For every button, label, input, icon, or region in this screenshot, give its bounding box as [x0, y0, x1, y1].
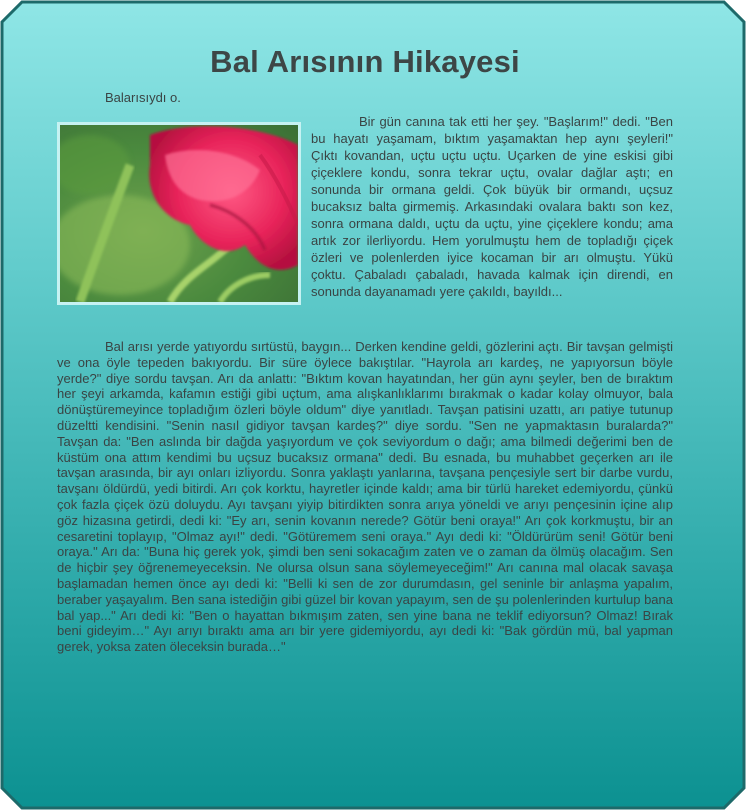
story-paragraph-2: Bal arısı yerde yatıyordu sırtüstü, baygın... Derken kendine geldi, gözlerini açtı. Bir tavşan gelmişti ve ona öyle tepeden bakıyordu. Bir süre öylece bakıştılar. "Hayrola arı kardeş, ne yapıyorsun böyle yerde?" diye sordu tavşan. Arı da anlattı: "Bıktım kovan hayatından, her gün aynı şeyler, ben de bıraktım her şeyi arkamda, kafamın estiği gibi uçtum, ama alışkanlıklarımı bırakmak o kadar kolay olmuyor, bala dönüştüremeyince topladığım özleri böyle oldum" diye yanıtladı. Tavşan patisini uzattı, arı patiye tutunup düzeltti kendisini. "Senin nasıl gidiyor tavşan kardeş?" diye sordu. "Sen ne yapmaktasın buralarda?" Tavşan da: "Ben aslında bir dağda yaşıyordum ve çok seviyordum o dağı; ama bilmedi değerimi ben de küstüm ona attım kendimi bu uçsuz bucaksız ormana" dedi. Bu esnada, bu muhabbet geçerken arı ile tavşan arasında, bir ayı onları izliyordu. Sonra yaklaştı yanlarına, tavşana pençesiyle sert bir darbe vurdu, tavşanı öldürdü, yedi bitirdi. Arı çok korktu, hayretler içinde kaldı; ama bir türlü hareket edemiyordu, çünkü çok fazla çiçek özü doluydu. Ayı tavşanı yiyip bitirdikten sonra arıya yöneldi ve arıyı pençesinin içine alıp göz hizasına getirdi, dedi ki: "Ey arı, senin kovanın nerede? Götür beni oraya!" Arı çok korkmuştu, bir an cesaretini toplayıp, "Olmaz ayı!" dedi. "Götüremem seni oraya." Ayı dedi ki: "Öldürürüm seni! Götür beni oraya." Arı da: "Buna hiç gerek yok, şimdi ben seni sokacağım zaten ve o zaman da ölmüş olacağım. Sen de hiçbir şey öğrenemeyeceksin. Ne olursa olsun sana söylemeyeceğim!" Arı canına mal olacak savaşa başlamadan hemen önce ayı dedi ki: "Belli ki sen de zor durumdasın, gel seninle bir anlaşma yapalım, beraber yaşayalım. Ben sana istediğin gibi güzel bir kovan yapayım, sen de şu polenlerinden kurtulup bana bal yap..." Arı dedi ki: "Ben o hayattan bıkmışım zaten, sen yine bana ne teklif ediyorsun? Olmaz! Bırak beni gideyim…" Ayı arıyı bıraktı ama arı bir yere gidemiyordu, ayı dedi ki: "Bak gördün mü, bal yapman gerek, yoksa zaten öleceksin burada…" — [57, 339, 673, 655]
rose-image-icon — [60, 125, 298, 302]
rose-photo — [57, 122, 301, 305]
story-paragraph-1: Bir gün canına tak etti her şey. "Başlarım!" dedi. "Ben bu hayatı yaşamam, bıktım yaşamaktan hep aynı şeyleri!" Çıktı kovandan, uçtu uçtu uçtu. Uçarken de yine eskisi gibi çiçeklere kondu, sonra tekrar uçtu, ovalar dağlar aştı; en sonunda bir ormana geldi. Çok büyük bir ormandı, uçsuz bucaksız balta girmemiş. Arkasındaki ovalara baktı son kez, sonra ormana daldı, uçtu da uçtu, yine çiçeklere kondu; ama artık zor ilerliyordu. Hem yorulmuştu hem de topladığı çiçek özleri ve polenlerden iyice kocaman bir arı olmuştu. Yükü çoktu. Çabaladı çabaladı, havada kalmak için direndi, en sonunda dayanamadı yere çakıldı, bayıldı... — [311, 114, 673, 299]
intro-line: Balarısıydı o. — [105, 90, 181, 105]
page-title: Bal Arısının Hikayesi — [210, 44, 520, 79]
